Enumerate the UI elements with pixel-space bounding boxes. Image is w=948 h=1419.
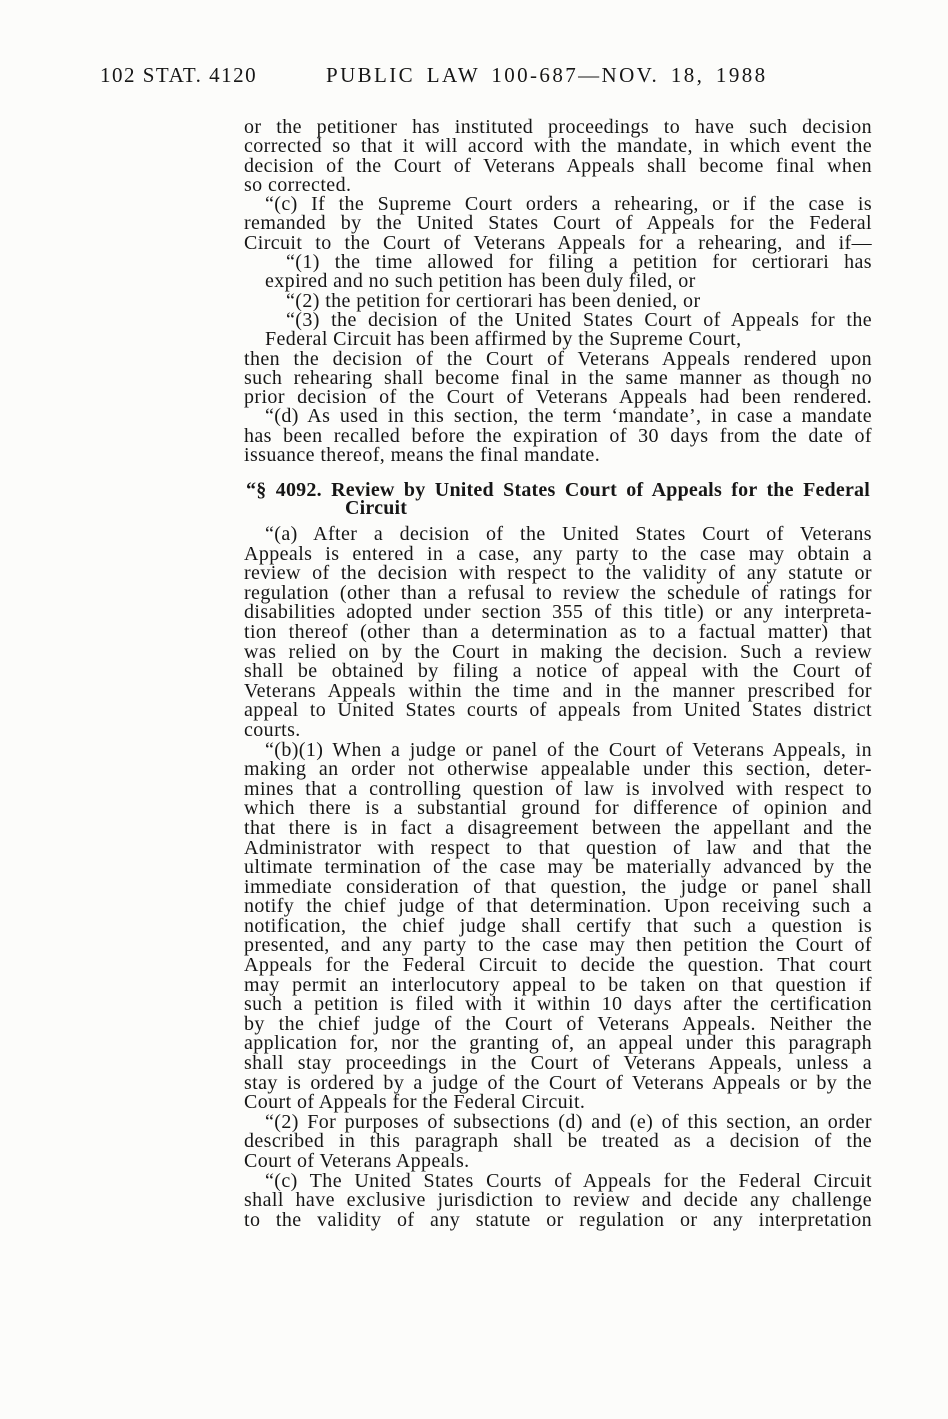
running-head-law-and-date: PUBLIC LAW 100-687—NOV. 18, 1988: [326, 63, 768, 87]
subparagraph-c-1: [244, 253, 872, 292]
text-line: appeal to United States courts of appeals from United States district: [244, 699, 872, 722]
text-line: Court of Appeals for the Federal Circuit.: [244, 1091, 586, 1114]
text-line: “(d) As used in this section, the term ‘mandate’, in case a mandate: [265, 405, 872, 428]
text-line: review of the decision with respect to the validity of any statute or: [244, 562, 872, 585]
text-line: Circuit to the Court of Veterans Appeals for a rehearing, and if—: [244, 231, 872, 254]
text-line: Court of Veterans Appeals.: [244, 1150, 470, 1172]
text-line: to the validity of any statute or regulation or any interpretation: [244, 1208, 872, 1231]
text-line: shall stay proceedings in the Court of Veterans Appeals, unless a: [244, 1052, 872, 1075]
text-line: Veterans Appeals within the time and in the manner prescribed for: [244, 679, 872, 702]
text-line: issuance thereof, means the final mandate.: [244, 444, 601, 467]
text-line: has been recalled before the expiration of 30 days from the date of: [244, 424, 872, 447]
text-line: “(3) the decision of the United States Court of Appeals for the: [286, 308, 872, 331]
section-4091-continuation: [244, 118, 872, 465]
paragraph-4092-a: [244, 525, 872, 741]
paragraph-4092-b-2: [244, 1110, 872, 1172]
text-line: decision of the Court of Veterans Appeals shall become final when: [244, 154, 872, 177]
text-line: remanded by the United States Court of Appeals for the Federal: [244, 212, 872, 235]
text-line: prior decision of the Court of Veterans Appeals had been rendered.: [244, 386, 872, 409]
text-line: was relied on by the Court in making the decision. Such a review: [244, 640, 872, 663]
text-line: “(1) the time allowed for filing a petition for certiorari has: [286, 251, 872, 274]
text-line: tion thereof (other than a determination as to a factual matter) that: [244, 620, 872, 643]
text-line: “(2) the petition for certiorari has been denied, or: [286, 289, 701, 312]
text-line: mines that a controlling question of law is involved with respect to: [244, 777, 872, 800]
text-line: so corrected.: [244, 173, 352, 196]
text-line: “(c) The United States Courts of Appeals for the Federal Circuit: [265, 1169, 872, 1192]
text-line: “(2) For purposes of subsections (d) and (e) of this section, an order: [265, 1110, 872, 1133]
text-line: making an order not otherwise appealable under this section, deter-: [244, 758, 872, 781]
text-line: Appeals for the Federal Circuit to decide the question. That court: [244, 954, 872, 977]
heading-line: “§ 4092. Review by United States Court of Appeals for the Federal: [246, 479, 870, 501]
text-line: Appeals is entered in a case, any party to the case may obtain a: [244, 542, 872, 565]
text-line: corrected so that it will accord with the mandate, in which event the: [244, 135, 872, 158]
text-line: such rehearing shall become final in the same manner as though no: [244, 366, 872, 389]
section-heading-4092: [246, 481, 870, 517]
paragraph-4091-b-end: [244, 118, 872, 195]
text-line: “(c) If the Supreme Court orders a rehearing, or if the case is: [265, 193, 872, 216]
paragraph-4092-c: [244, 1169, 872, 1231]
section-4092-body: [244, 525, 872, 1230]
heading-line: Circuit: [345, 497, 408, 519]
text-line: shall be obtained by filing a notice of appeal with the Court of: [244, 660, 872, 683]
text-line: presented, and any party to the case may then petition the Court of: [244, 934, 872, 957]
text-line: may permit an interlocutory appeal to be taken on that question if: [244, 973, 872, 996]
text-line: application for, nor the granting of, an appeal under this paragraph: [244, 1032, 872, 1055]
paragraph-c-conclusion: [244, 347, 872, 409]
text-line: stay is ordered by a judge of the Court of Veterans Appeals or by the: [244, 1071, 872, 1094]
text-line: “(a) After a decision of the United States Court of Veterans: [265, 523, 872, 545]
text-line: Administrator with respect to that question of law and that the: [244, 836, 872, 859]
text-line: Federal Circuit has been affirmed by the Supreme Court,: [265, 328, 742, 351]
text-line: courts.: [244, 718, 301, 741]
text-line: “(b)(1) When a judge or panel of the Court of Veterans Appeals, in: [265, 738, 872, 761]
text-line: notify the chief judge of that determination. Upon receiving such a: [244, 895, 872, 918]
text-line: expired and no such petition has been duly filed, or: [265, 270, 696, 293]
text-line: by the chief judge of the Court of Veterans Appeals. Neither the: [244, 1012, 872, 1035]
text-line: that there is in fact a disagreement between the appellant and the: [244, 816, 872, 839]
subparagraph-c-3: [244, 308, 872, 351]
text-line: then the decision of the Court of Veterans Appeals rendered upon: [244, 347, 872, 370]
text-line: described in this paragraph shall be treated as a decision of the: [244, 1130, 872, 1153]
text-line: shall have exclusive jurisdiction to review and decide any challenge: [244, 1189, 872, 1212]
running-head-page-reference: 102 STAT. 4120: [100, 63, 258, 87]
text-line: regulation (other than a refusal to review the schedule of ratings for: [244, 581, 872, 604]
paragraph-4092-b-1: [244, 738, 872, 1114]
text-line: ultimate termination of the case may be materially advanced by the: [244, 856, 872, 879]
text-line: which there is a substantial ground for difference of opinion and: [244, 797, 872, 820]
text-line: immediate consideration of that question, the judge or panel shall: [244, 875, 872, 898]
text-line: notification, the chief judge shall certify that such a question is: [244, 914, 872, 937]
paragraph-4091-c: [244, 195, 872, 407]
paragraph-4091-d: [244, 407, 872, 465]
text-line: disabilities adopted under section 355 of this title) or any interpreta-: [244, 601, 872, 624]
text-line: such a petition is filed with it within 10 days after the certification: [244, 993, 872, 1016]
text-line: or the petitioner has instituted proceedings to have such decision: [244, 116, 872, 138]
